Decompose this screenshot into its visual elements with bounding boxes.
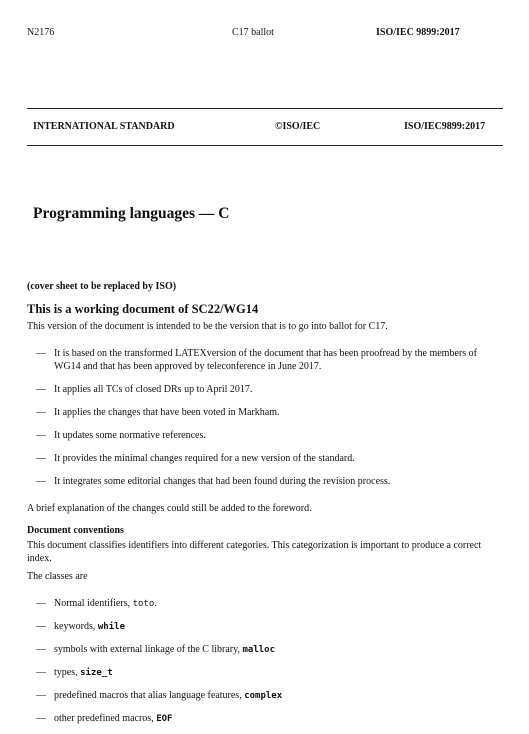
- list-item: [36, 621, 491, 634]
- dash-bullet: —: [36, 430, 46, 441]
- code-type: size_t: [80, 668, 113, 678]
- classes-intro: The classes are: [27, 571, 88, 582]
- running-header-left: INTERNATIONAL STANDARD: [33, 121, 175, 132]
- header-rule-bottom: [27, 145, 503, 146]
- dash-bullet: —: [36, 644, 46, 655]
- list-item: [36, 713, 491, 726]
- list-item: [36, 430, 491, 443]
- list-item-text: It is based on the transformed LATEXversion of the document that has been proofread by the members of WG14 and that has been approved by teleconference in June 2017.: [54, 348, 477, 372]
- code-macro: EOF: [156, 714, 173, 724]
- header-rule-top: [27, 108, 503, 109]
- conventions-heading: Document conventions: [27, 525, 124, 536]
- list-item: [36, 690, 491, 703]
- dash-bullet: —: [36, 690, 46, 701]
- list-item: [36, 453, 491, 466]
- code-identifier: toto: [132, 599, 155, 609]
- dash-bullet: —: [36, 476, 46, 487]
- list-item: [36, 407, 491, 420]
- running-header-center: ©ISO/IEC: [275, 121, 321, 132]
- list-item-text: It applies the changes that have been voted in Markham.: [54, 407, 280, 418]
- list-item: [36, 598, 491, 611]
- list-item-text: It updates some normative references.: [54, 430, 206, 441]
- cover-note: (cover sheet to be replaced by ISO): [27, 281, 177, 292]
- list-item-text: It applies all TCs of closed DRs up to April 2017.: [54, 384, 253, 395]
- ballot-label: C17 ballot: [232, 27, 274, 38]
- doc-number: N2176: [27, 27, 55, 38]
- list-item: [36, 348, 491, 373]
- dash-bullet: —: [36, 384, 46, 395]
- code-keyword: while: [97, 622, 125, 632]
- working-doc-intro: This version of the document is intended to be the version that is to go into ballot for C17.: [27, 321, 388, 332]
- dash-bullet: —: [36, 713, 46, 724]
- conventions-intro: This document classifies identifiers into different categories. This categorization is important to produce a correct index.: [27, 540, 482, 564]
- class-text: other predefined macros,: [54, 713, 157, 724]
- dash-bullet: —: [36, 667, 46, 678]
- class-text: types,: [54, 667, 81, 678]
- list-item-text: It integrates some editorial changes that had been found during the revision process.: [54, 476, 391, 487]
- page-title: Programming languages — C: [33, 205, 230, 222]
- list-item: [36, 476, 491, 489]
- class-suffix: .: [154, 598, 157, 609]
- list-item: [36, 644, 491, 657]
- working-doc-heading: This is a working document of SC22/WG14: [27, 302, 259, 316]
- class-text: Normal identifiers,: [54, 598, 133, 609]
- dash-bullet: —: [36, 453, 46, 464]
- code-library-symbol: malloc: [242, 645, 275, 655]
- list-item: [36, 667, 491, 680]
- class-text: keywords,: [54, 621, 98, 632]
- class-text: symbols with external linkage of the C library,: [54, 644, 243, 655]
- working-doc-closing: A brief explanation of the changes could still be added to the foreword.: [27, 503, 312, 514]
- dash-bullet: —: [36, 598, 46, 609]
- standard-number: ISO/IEC 9899:2017: [376, 27, 460, 38]
- code-macro-alias: complex: [244, 691, 283, 701]
- dash-bullet: —: [36, 407, 46, 418]
- list-item: [36, 384, 491, 397]
- list-item-text: It provides the minimal changes required for a new version of the standard.: [54, 453, 355, 464]
- dash-bullet: —: [36, 348, 46, 359]
- running-header-right: ISO/IEC9899:2017: [404, 121, 486, 132]
- dash-bullet: —: [36, 621, 46, 632]
- class-text: predefined macros that alias language features,: [54, 690, 245, 701]
